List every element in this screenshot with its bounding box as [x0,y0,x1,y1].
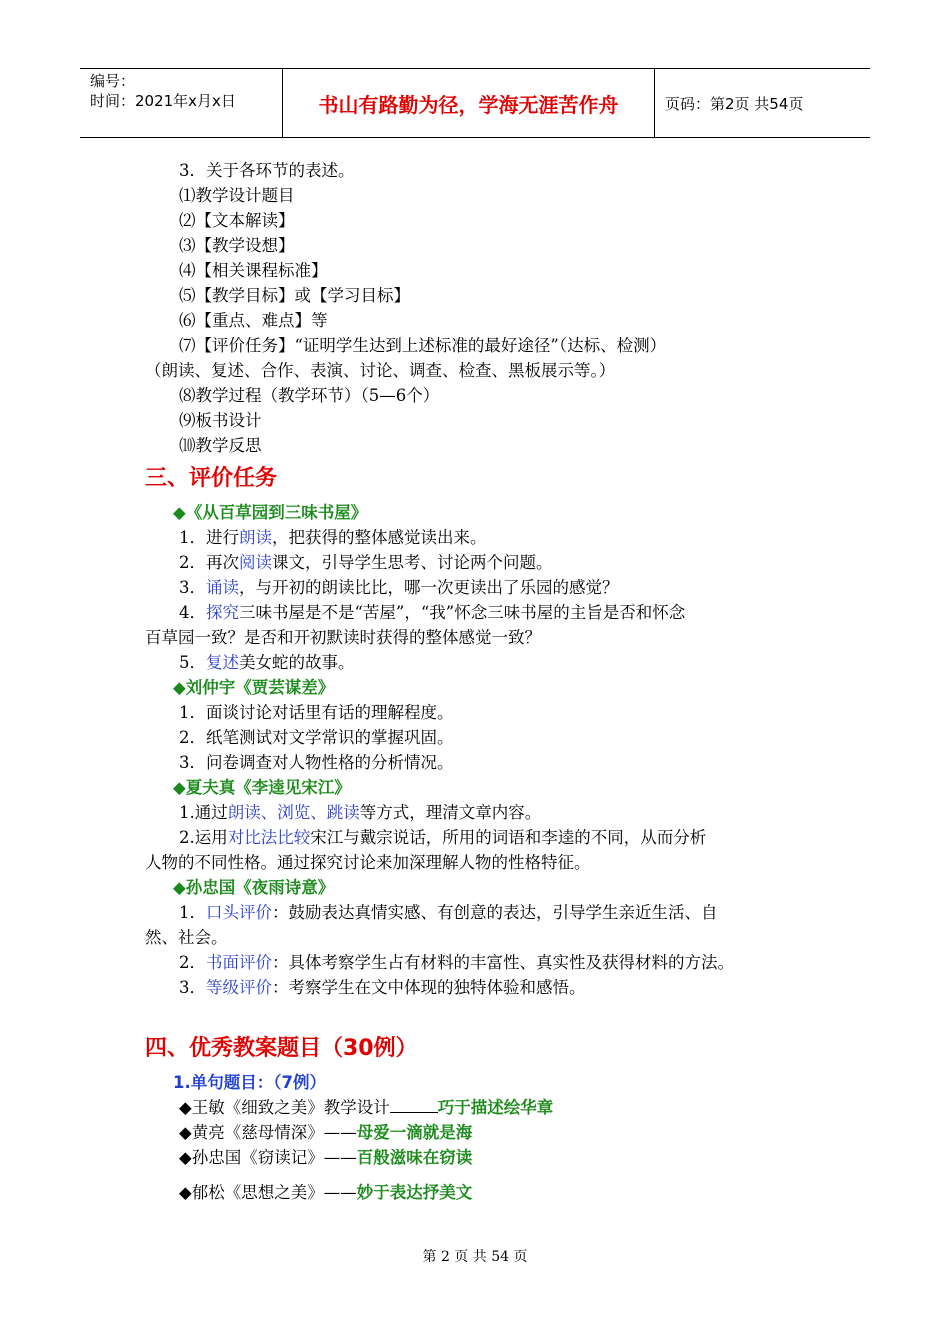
eval-group-title: ◆孙忠国《夜雨诗意》 [173,878,335,897]
eval-line-text: 1． [179,903,206,922]
intro-item: ⑽教学反思 [179,436,262,455]
header-motto: 书山有路勤为径，学海无涯苦作舟 [283,69,655,137]
eval-line-text: 1．进行 [179,528,239,547]
topic-item-title: 巧于描述绘华章 [437,1098,554,1117]
header-page-info: 页码：第2页 共54页 [665,94,804,113]
eval-method-highlight: 朗读 [239,528,272,547]
intro-item: ⑵【文本解读】 [179,211,295,230]
eval-line-text: ：具体考察学生占有材料的丰富性、真实性及获得材料的方法。 [272,953,734,972]
eval-line-text: ，把获得的整体感觉读出来。 [272,528,487,547]
eval-line-text: 美女蛇的故事。 [239,653,355,672]
eval-line [145,550,815,575]
eval-line [145,900,815,925]
eval-line-text: 课文，引导学生思考、讨论两个问题。 [272,553,553,572]
header-meta [80,69,283,137]
eval-line-text: ：考察学生在文中体现的独特体验和感悟。 [272,978,586,997]
eval-line-text: 1．面谈讨论对话里有话的理解程度。 [179,703,454,722]
eval-line-text: 4． [179,603,206,622]
topic-item [145,1120,815,1145]
eval-method-highlight: 书面评价 [206,953,272,972]
eval-line-text: 1.通过 [179,803,228,822]
eval-line-text: 等方式，理清文章内容。 [359,803,542,822]
eval-line [145,975,815,1000]
eval-line [145,725,815,750]
eval-line-text: 2．纸笔测试对文学常识的掌握巩固。 [179,728,454,747]
eval-group-title: ◆刘仲宇《贾芸谋差》 [173,678,335,697]
eval-method-highlight: 复述 [206,653,239,672]
eval-line [145,800,815,825]
eval-line-text: 3． [179,578,206,597]
eval-line [145,600,815,625]
eval-line [145,650,815,675]
topic-item-text: ◆黄亮《慈母情深》—— [179,1123,357,1142]
eval-group-title: ◆《从百草园到三味书屋》 [173,503,368,522]
topic-item-title: 母爱一滴就是海 [356,1123,473,1142]
eval-line [145,700,815,725]
intro-item: ⑼板书设计 [179,411,262,430]
eval-line: 百草园一致？是否和开初默读时获得的整体感觉一致？ [145,628,541,647]
eval-method-highlight: 对比法比较 [227,828,311,847]
intro-item: ⑹【重点、难点】等 [179,311,328,330]
topic-item [145,1145,815,1170]
eval-method-highlight: 阅读 [239,553,272,572]
intro-item: ⑻教学过程（教学环节）（5—6个） [179,386,440,405]
topic-item [145,1095,815,1120]
intro-item: ⑶【教学设想】 [179,236,295,255]
eval-method-highlight: 口头评价 [206,903,272,922]
blank-underline [390,1098,438,1113]
eval-method-highlight: 等级评价 [206,978,272,997]
eval-method-highlight: 诵读 [206,578,239,597]
topic-item [145,1180,815,1205]
section-title-eval: 三、评价任务 [145,466,278,491]
topic-items [145,1095,815,1205]
topics-subheading: 1.单句题目：（7例） [173,1073,326,1092]
eval-line: 人物的不同性格。通过探究讨论来加深理解人物的性格特征。 [145,853,591,872]
eval-line-text: 3．问卷调查对人物性格的分析情况。 [179,753,454,772]
intro-item: ⑺【评价任务】“证明学生达到上述标准的最好途径”（达标、检测） [179,336,667,355]
eval-line-text: 2.运用 [179,828,228,847]
intro-item: ⑷【相关课程标准】 [179,261,328,280]
eval-line [145,950,815,975]
topic-item-title: 妙于表达抒美文 [356,1183,473,1202]
eval-line-text: ，与开初的朗读比比，哪一次更读出了乐园的感觉？ [239,578,619,597]
eval-method-highlight: 朗读、浏览、跳读 [227,803,360,822]
eval-group-title: ◆夏夫真《李逵见宋江》 [173,778,351,797]
eval-line-text: ：鼓励表达真情实感、有创意的表达，引导学生亲近生活、自 [272,903,718,922]
section-title-topics: 四、优秀教案题目（30例） [145,1036,418,1061]
intro-item: ⑸【教学目标】或【学习目标】 [179,286,410,305]
eval-line-text: 2． [179,953,206,972]
intro-item: ⑴教学设计题目 [179,186,295,205]
eval-line [145,825,815,850]
eval-groups [145,500,815,1000]
eval-line: 然、社会。 [145,928,228,947]
topic-item-title: 百般滋味在窃读 [356,1148,473,1167]
eval-method-highlight: 探究 [206,603,239,622]
eval-line-text: 三味书屋是不是“苦屋”，“我”怀念三味书屋的主旨是否和怀念 [239,603,686,622]
eval-line [145,750,815,775]
eval-line [145,525,815,550]
eval-line-text: 2．再次 [179,553,239,572]
intro-item: （朗读、复述、合作、表演、讨论、调查、检查、黑板展示等。） [145,361,616,380]
eval-line-text: 宋江与戴宗说话，所用的词语和李逵的不同，从而分析 [310,828,707,847]
time-label: 时间：2021年x月x日 [90,92,236,110]
number-label: 编号： [90,72,136,90]
eval-line-text: 3． [179,978,206,997]
topic-item-text: ◆王敏《细致之美》教学设计 [179,1098,390,1117]
document-body [145,158,815,1205]
intro-heading: 3．关于各环节的表述。 [179,161,355,180]
topic-item-text: ◆孙忠国《窃读记》—— [179,1148,357,1167]
topic-item-text: ◆郁松《思想之美》—— [179,1183,357,1202]
eval-line [145,575,815,600]
page-footer: 第 2 页 共 54 页 [422,1249,528,1265]
page-header [80,68,870,138]
eval-line-text: 5． [179,653,206,672]
